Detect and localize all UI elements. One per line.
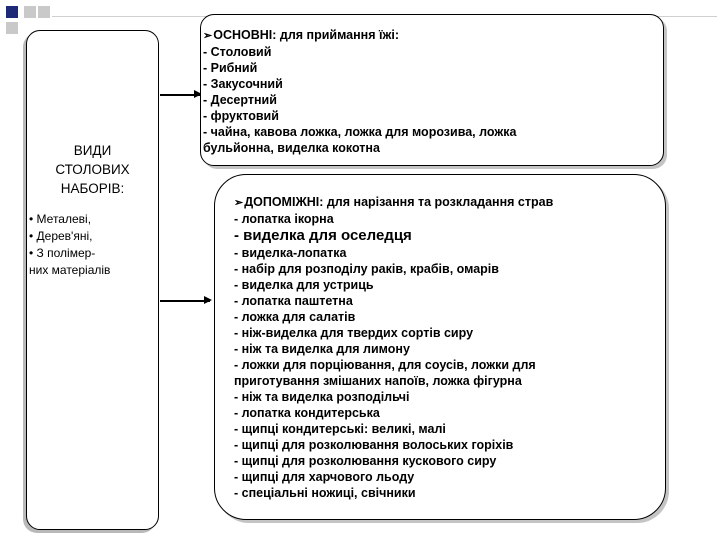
list-item: - виделка для оселедця: [234, 227, 412, 244]
list-item: - спеціальні ножиці, свічники: [234, 486, 416, 500]
list-item: - ложки для порціювання, для соусів, ложки для: [234, 358, 536, 372]
list-item: - виделка-лопатка: [234, 246, 347, 260]
list-item: - набір для розподілу раків, крабів, омарів: [234, 262, 499, 276]
list-item: - лопатка кондитерська: [234, 406, 380, 420]
decor-square-navy: [6, 6, 18, 18]
connector-arrow-main: [160, 94, 200, 96]
arrow-bullet-icon: ➢: [234, 197, 244, 209]
list-item: - виделка для устриць: [234, 278, 374, 292]
decor-square-gray: [24, 6, 36, 18]
table-sets-types-card: [26, 30, 159, 530]
list-item: приготування змішаних напоїв, ложка фігурна: [234, 374, 522, 388]
list-item: - лопатка паштетна: [234, 294, 353, 308]
arrow-bullet-icon: ➢: [203, 30, 213, 42]
list-item: - щипці для розколювання кускового сиру: [234, 454, 497, 468]
list-item: - ніж та виделка розподільчі: [234, 390, 410, 404]
material-item: • Дерев'яні,: [29, 229, 93, 243]
material-item: • Металеві,: [29, 212, 92, 226]
list-item: бульйонна, виделка кокотна: [203, 141, 380, 155]
material-item: • З полімер- них матеріалів: [29, 246, 111, 277]
list-item: - Столовий: [203, 45, 272, 59]
decor-square-gray: [38, 6, 50, 18]
decor-square-gray: [6, 22, 18, 34]
list-item: - Рибний: [203, 61, 258, 75]
list-item: - ложка для салатів: [234, 310, 356, 324]
list-item: - Десертний: [203, 93, 277, 107]
aux-sets-text: [234, 194, 553, 501]
list-item: - Закусочний: [203, 77, 283, 91]
list-item: - лопатка ікорна: [234, 212, 334, 226]
list-item: - щипці для харчового льоду: [234, 470, 415, 484]
main-sets-header: ➢ОСНОВНІ: для приймання їжі:: [203, 28, 399, 42]
list-item: - щипці для розколювання волоських горіхів: [234, 438, 514, 452]
materials-list: [29, 211, 159, 279]
main-sets-text: [203, 27, 516, 156]
connector-arrow-aux: [160, 300, 210, 302]
list-item: - щипці кондитерські: великі, малі: [234, 422, 446, 436]
list-item: - ніж-виделка для твердих сортів сиру: [234, 326, 474, 340]
left-panel-title: ВИДИ СТОЛОВИХ НАБОРІВ:: [55, 143, 130, 196]
list-item: - ніж та виделка для лимону: [234, 342, 410, 356]
list-item: - чайна, кавова ложка, ложка для морозива, ложка: [203, 125, 517, 139]
aux-sets-header: ➢ДОПОМІЖНІ: для нарізання та розкладання страв: [234, 195, 554, 209]
list-item: - фруктовий: [203, 109, 279, 123]
